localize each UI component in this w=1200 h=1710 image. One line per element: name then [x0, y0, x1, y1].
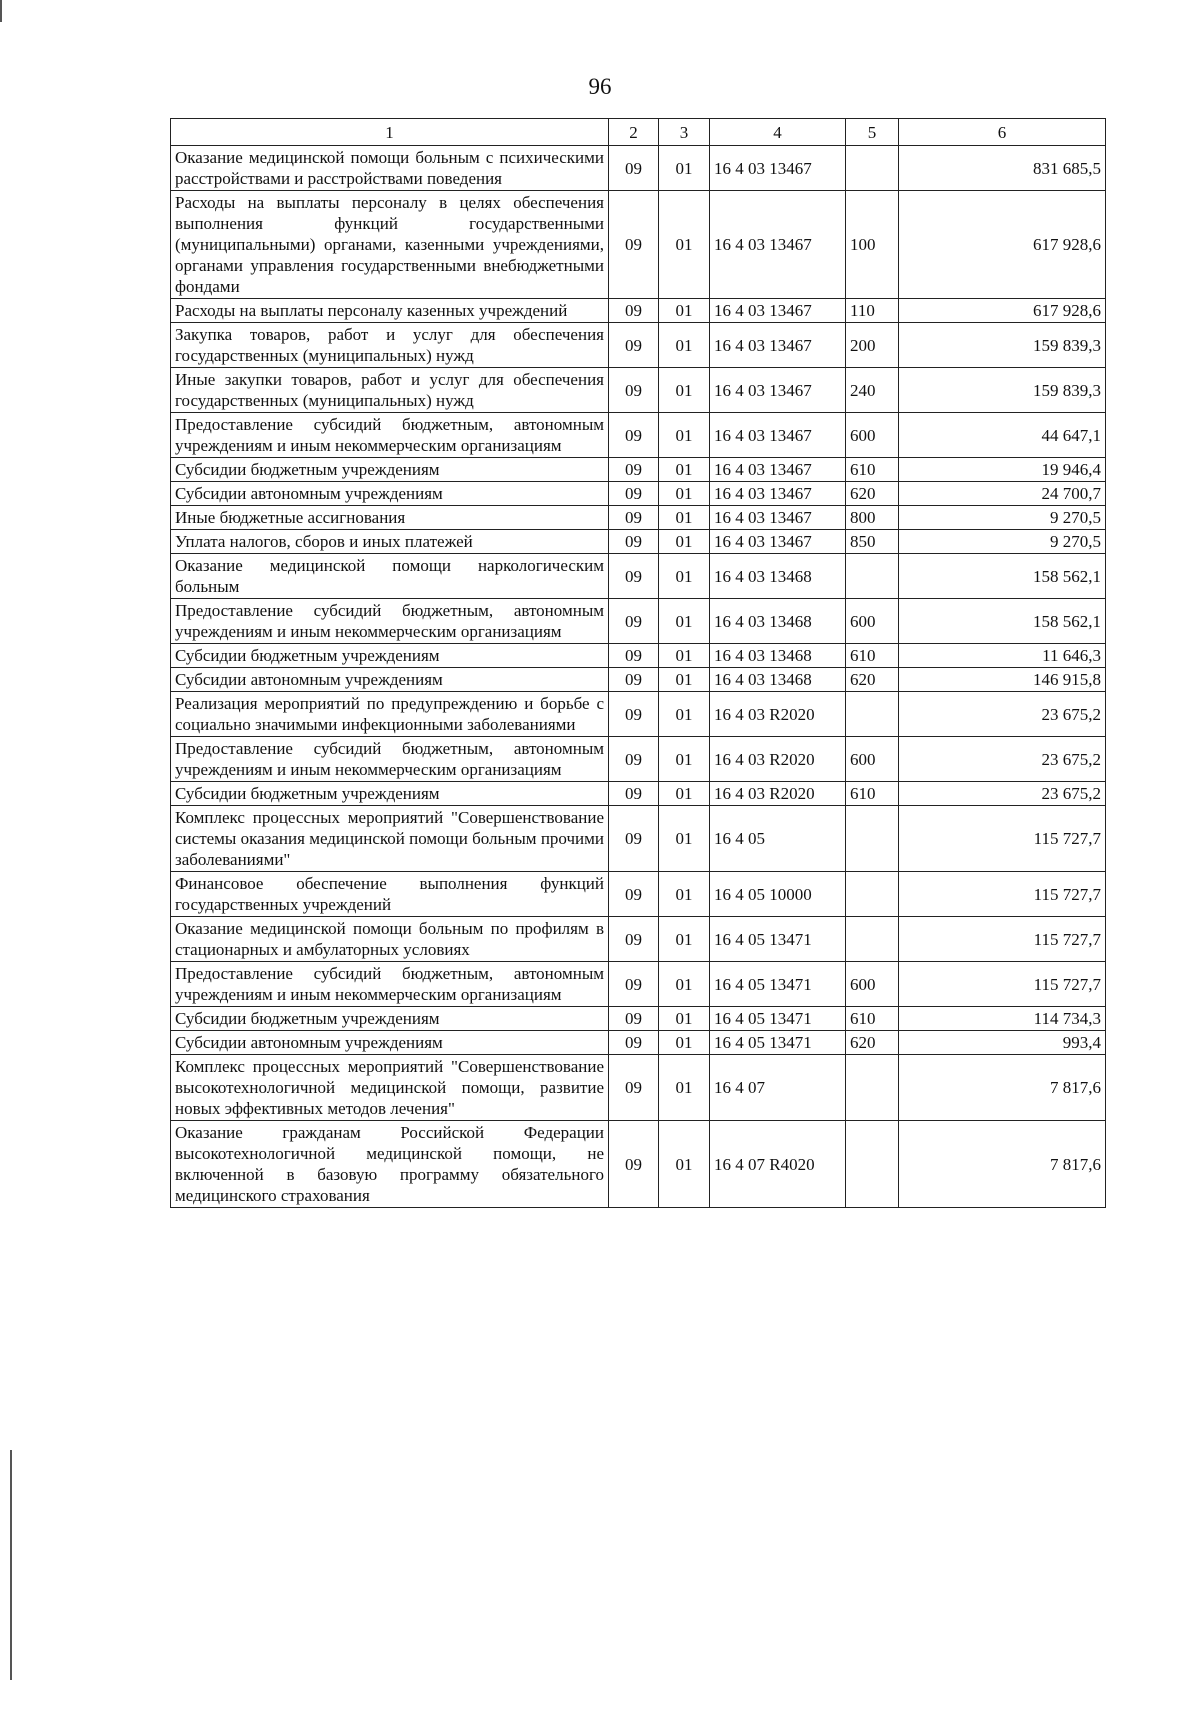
table-row [171, 692, 1106, 737]
section-cell: 09 [609, 554, 659, 599]
target-article-cell: 16 4 03 13468 [710, 644, 846, 668]
target-article-cell: 16 4 03 13467 [710, 506, 846, 530]
column-header: 1 [171, 119, 609, 146]
section-cell: 09 [609, 782, 659, 806]
section-cell: 09 [609, 1031, 659, 1055]
table-row [171, 146, 1106, 191]
table-row [171, 599, 1106, 644]
amount-cell: 159 839,3 [899, 368, 1106, 413]
target-article-cell: 16 4 03 13467 [710, 530, 846, 554]
section-cell: 09 [609, 917, 659, 962]
target-article-cell: 16 4 05 13471 [710, 962, 846, 1007]
table-row [171, 506, 1106, 530]
expense-name-cell: Оказание медицинской помощи наркологическим больным [171, 554, 609, 599]
target-article-cell: 16 4 03 R2020 [710, 782, 846, 806]
subsection-cell: 01 [659, 806, 710, 872]
expense-type-cell: 610 [846, 782, 899, 806]
amount-cell: 44 647,1 [899, 413, 1106, 458]
amount-cell: 158 562,1 [899, 599, 1106, 644]
expense-type-cell [846, 917, 899, 962]
subsection-cell: 01 [659, 1055, 710, 1121]
section-cell: 09 [609, 530, 659, 554]
target-article-cell: 16 4 03 13467 [710, 323, 846, 368]
expense-type-cell [846, 806, 899, 872]
table-row [171, 917, 1106, 962]
table-row [171, 299, 1106, 323]
subsection-cell: 01 [659, 554, 710, 599]
amount-cell: 617 928,6 [899, 191, 1106, 299]
expense-type-cell: 600 [846, 737, 899, 782]
expense-type-cell: 200 [846, 323, 899, 368]
column-header: 2 [609, 119, 659, 146]
expense-type-cell: 100 [846, 191, 899, 299]
subsection-cell: 01 [659, 692, 710, 737]
target-article-cell: 16 4 05 13471 [710, 1007, 846, 1031]
expense-type-cell: 620 [846, 668, 899, 692]
subsection-cell: 01 [659, 1007, 710, 1031]
amount-cell: 993,4 [899, 1031, 1106, 1055]
section-cell: 09 [609, 692, 659, 737]
amount-cell: 23 675,2 [899, 737, 1106, 782]
section-cell: 09 [609, 644, 659, 668]
section-cell: 09 [609, 872, 659, 917]
expense-name-cell: Реализация мероприятий по предупреждению и борьбе с социально значимыми инфекционными заболеваниями [171, 692, 609, 737]
amount-cell: 617 928,6 [899, 299, 1106, 323]
subsection-cell: 01 [659, 299, 710, 323]
amount-cell: 7 817,6 [899, 1055, 1106, 1121]
expense-type-cell: 110 [846, 299, 899, 323]
subsection-cell: 01 [659, 668, 710, 692]
table-row [171, 368, 1106, 413]
amount-cell: 19 946,4 [899, 458, 1106, 482]
target-article-cell: 16 4 05 13471 [710, 917, 846, 962]
page-number: 96 [588, 74, 612, 99]
table-row [171, 323, 1106, 368]
expense-type-cell: 610 [846, 458, 899, 482]
amount-cell: 146 915,8 [899, 668, 1106, 692]
expense-name-cell: Субсидии автономным учреждениям [171, 668, 609, 692]
subsection-cell: 01 [659, 599, 710, 644]
amount-cell: 7 817,6 [899, 1121, 1106, 1208]
subsection-cell: 01 [659, 917, 710, 962]
subsection-cell: 01 [659, 962, 710, 1007]
expense-name-cell: Субсидии бюджетным учреждениям [171, 1007, 609, 1031]
expense-name-cell: Предоставление субсидий бюджетным, автономным учреждениям и иным некоммерческим организациям [171, 413, 609, 458]
expense-type-cell [846, 146, 899, 191]
expense-type-cell [846, 554, 899, 599]
expense-type-cell [846, 1055, 899, 1121]
amount-cell: 9 270,5 [899, 530, 1106, 554]
expense-type-cell: 610 [846, 1007, 899, 1031]
table-row [171, 458, 1106, 482]
expense-name-cell: Субсидии бюджетным учреждениям [171, 644, 609, 668]
table-row [171, 1055, 1106, 1121]
expense-name-cell: Расходы на выплаты персоналу казенных учреждений [171, 299, 609, 323]
expense-name-cell: Предоставление субсидий бюджетным, автономным учреждениям и иным некоммерческим организациям [171, 599, 609, 644]
section-cell: 09 [609, 458, 659, 482]
target-article-cell: 16 4 03 13467 [710, 368, 846, 413]
target-article-cell: 16 4 07 [710, 1055, 846, 1121]
target-article-cell: 16 4 03 13467 [710, 146, 846, 191]
section-cell: 09 [609, 413, 659, 458]
amount-cell: 23 675,2 [899, 692, 1106, 737]
subsection-cell: 01 [659, 458, 710, 482]
expense-name-cell: Субсидии автономным учреждениям [171, 482, 609, 506]
table-row [171, 413, 1106, 458]
subsection-cell: 01 [659, 872, 710, 917]
expense-type-cell: 620 [846, 1031, 899, 1055]
table-row [171, 1007, 1106, 1031]
amount-cell: 9 270,5 [899, 506, 1106, 530]
subsection-cell: 01 [659, 782, 710, 806]
column-header: 5 [846, 119, 899, 146]
table-row [171, 668, 1106, 692]
target-article-cell: 16 4 03 13467 [710, 191, 846, 299]
target-article-cell: 16 4 07 R4020 [710, 1121, 846, 1208]
column-header: 6 [899, 119, 1106, 146]
amount-cell: 115 727,7 [899, 872, 1106, 917]
expense-type-cell: 240 [846, 368, 899, 413]
table-row [171, 644, 1106, 668]
column-header: 4 [710, 119, 846, 146]
subsection-cell: 01 [659, 506, 710, 530]
amount-cell: 115 727,7 [899, 962, 1106, 1007]
amount-cell: 24 700,7 [899, 482, 1106, 506]
target-article-cell: 16 4 03 13468 [710, 668, 846, 692]
subsection-cell: 01 [659, 1121, 710, 1208]
target-article-cell: 16 4 03 13467 [710, 458, 846, 482]
expense-type-cell: 800 [846, 506, 899, 530]
section-cell: 09 [609, 506, 659, 530]
expense-type-cell [846, 692, 899, 737]
target-article-cell: 16 4 03 13467 [710, 299, 846, 323]
section-cell: 09 [609, 482, 659, 506]
section-cell: 09 [609, 191, 659, 299]
subsection-cell: 01 [659, 146, 710, 191]
expense-name-cell: Иные бюджетные ассигнования [171, 506, 609, 530]
table-row [171, 554, 1106, 599]
expense-type-cell: 850 [846, 530, 899, 554]
expense-type-cell: 600 [846, 962, 899, 1007]
table-row [171, 737, 1106, 782]
table-row [171, 1031, 1106, 1055]
section-cell: 09 [609, 146, 659, 191]
section-cell: 09 [609, 806, 659, 872]
amount-cell: 115 727,7 [899, 917, 1106, 962]
expense-type-cell [846, 872, 899, 917]
amount-cell: 159 839,3 [899, 323, 1106, 368]
target-article-cell: 16 4 03 13467 [710, 413, 846, 458]
expense-name-cell: Субсидии автономным учреждениям [171, 1031, 609, 1055]
section-cell: 09 [609, 368, 659, 413]
table-row [171, 191, 1106, 299]
expense-name-cell: Комплекс процессных мероприятий "Совершенствование высокотехнологичной медицинской помощи, развитие новых эффективных методов лечения" [171, 1055, 609, 1121]
amount-cell: 11 646,3 [899, 644, 1106, 668]
amount-cell: 23 675,2 [899, 782, 1106, 806]
section-cell: 09 [609, 1055, 659, 1121]
target-article-cell: 16 4 05 10000 [710, 872, 846, 917]
subsection-cell: 01 [659, 1031, 710, 1055]
amount-cell: 115 727,7 [899, 806, 1106, 872]
table-row [171, 782, 1106, 806]
section-cell: 09 [609, 1121, 659, 1208]
amount-cell: 114 734,3 [899, 1007, 1106, 1031]
table-row [171, 872, 1106, 917]
expense-name-cell: Субсидии бюджетным учреждениям [171, 458, 609, 482]
expense-name-cell: Расходы на выплаты персоналу в целях обеспечения выполнения функций государственными (муниципальными) органами, казенными учреждениями, органами управления государственными внебюджетными фондами [171, 191, 609, 299]
target-article-cell: 16 4 03 13468 [710, 554, 846, 599]
expense-name-cell: Финансовое обеспечение выполнения функций государственных учреждений [171, 872, 609, 917]
section-cell: 09 [609, 599, 659, 644]
subsection-cell: 01 [659, 530, 710, 554]
section-cell: 09 [609, 962, 659, 1007]
expense-type-cell: 600 [846, 599, 899, 644]
subsection-cell: 01 [659, 482, 710, 506]
table-row [171, 1121, 1106, 1208]
target-article-cell: 16 4 05 13471 [710, 1031, 846, 1055]
subsection-cell: 01 [659, 737, 710, 782]
subsection-cell: 01 [659, 323, 710, 368]
section-cell: 09 [609, 1007, 659, 1031]
table-body [171, 146, 1106, 1208]
target-article-cell: 16 4 03 13468 [710, 599, 846, 644]
section-cell: 09 [609, 299, 659, 323]
expense-type-cell [846, 1121, 899, 1208]
expense-name-cell: Предоставление субсидий бюджетным, автономным учреждениям и иным некоммерческим организациям [171, 962, 609, 1007]
scan-edge-mark [0, 0, 2, 22]
table-header-row [171, 119, 1106, 146]
expense-name-cell: Иные закупки товаров, работ и услуг для обеспечения государственных (муниципальных) нужд [171, 368, 609, 413]
amount-cell: 158 562,1 [899, 554, 1106, 599]
target-article-cell: 16 4 03 R2020 [710, 692, 846, 737]
scan-edge-mark [10, 1450, 12, 1680]
expense-name-cell: Оказание гражданам Российской Федерации высокотехнологичной медицинской помощи, не включенной в базовую программу обязательного медицинского страхования [171, 1121, 609, 1208]
expense-name-cell: Предоставление субсидий бюджетным, автономным учреждениям и иным некоммерческим организациям [171, 737, 609, 782]
subsection-cell: 01 [659, 368, 710, 413]
subsection-cell: 01 [659, 644, 710, 668]
table-row [171, 482, 1106, 506]
expense-name-cell: Уплата налогов, сборов и иных платежей [171, 530, 609, 554]
section-cell: 09 [609, 668, 659, 692]
target-article-cell: 16 4 05 [710, 806, 846, 872]
expense-name-cell: Оказание медицинской помощи больным по профилям в стационарных и амбулаторных условиях [171, 917, 609, 962]
expense-type-cell: 600 [846, 413, 899, 458]
expense-name-cell: Закупка товаров, работ и услуг для обеспечения государственных (муниципальных) нужд [171, 323, 609, 368]
table-row [171, 806, 1106, 872]
table-row [171, 530, 1106, 554]
section-cell: 09 [609, 737, 659, 782]
expense-name-cell: Комплекс процессных мероприятий "Совершенствование системы оказания медицинской помощи больным прочими заболеваниями" [171, 806, 609, 872]
target-article-cell: 16 4 03 13467 [710, 482, 846, 506]
table-row [171, 962, 1106, 1007]
target-article-cell: 16 4 03 R2020 [710, 737, 846, 782]
expense-type-cell: 620 [846, 482, 899, 506]
expense-type-cell: 610 [846, 644, 899, 668]
budget-table [170, 118, 1106, 1208]
amount-cell: 831 685,5 [899, 146, 1106, 191]
section-cell: 09 [609, 323, 659, 368]
expense-name-cell: Субсидии бюджетным учреждениям [171, 782, 609, 806]
expense-name-cell: Оказание медицинской помощи больным с психическими расстройствами и расстройствами поведения [171, 146, 609, 191]
subsection-cell: 01 [659, 413, 710, 458]
column-header: 3 [659, 119, 710, 146]
subsection-cell: 01 [659, 191, 710, 299]
